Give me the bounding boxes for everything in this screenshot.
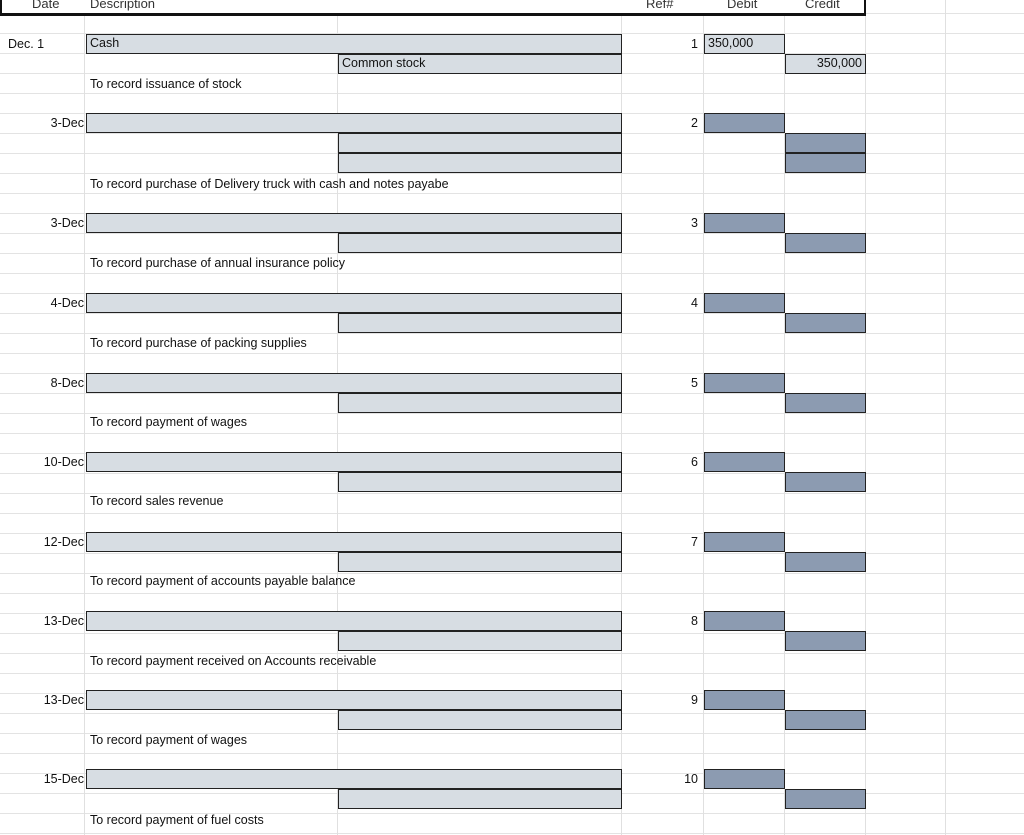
entry-2-date: 3-Dec xyxy=(50,116,84,130)
entry-8-debit-amount-input[interactable] xyxy=(704,611,785,631)
header-debit: Debit xyxy=(727,0,758,11)
entry-7-debit-amount-input[interactable] xyxy=(704,532,785,552)
entry-5-memo: To record payment of wages xyxy=(90,415,248,429)
entry-10-memo: To record payment of fuel costs xyxy=(90,813,264,827)
entry-1-credit-account-input[interactable]: Common stock xyxy=(338,54,622,74)
entry-8-credit-amount-input[interactable] xyxy=(785,631,866,651)
entry-2-memo: To record purchase of Delivery truck with cash and notes payabe xyxy=(90,177,449,191)
entry-9-debit-account-input[interactable] xyxy=(86,690,622,710)
entry-6-debit-amount-input[interactable] xyxy=(704,452,785,472)
entry-10-credit-account-input[interactable] xyxy=(338,789,622,809)
entry-2-credit-account-1-input[interactable] xyxy=(338,133,622,153)
entry-4-debit-account-input[interactable] xyxy=(86,293,622,313)
entry-5-debit-amount-input[interactable] xyxy=(704,373,785,393)
entry-4-credit-amount-input[interactable] xyxy=(785,313,866,333)
entry-8-memo: To record payment received on Accounts receivable xyxy=(90,654,377,668)
entry-9-credit-amount-input[interactable] xyxy=(785,710,866,730)
entry-4-memo: To record purchase of packing supplies xyxy=(90,336,307,350)
entry-8-date: 13-Dec xyxy=(43,614,84,628)
entry-3-debit-account-input[interactable] xyxy=(86,213,622,233)
entry-1-ref: 1 xyxy=(691,37,698,51)
entry-10-date: 15-Dec xyxy=(43,772,84,786)
entry-2-debit-amount-input[interactable] xyxy=(704,113,785,133)
entry-3-credit-account-input[interactable] xyxy=(338,233,622,253)
entry-5-ref: 5 xyxy=(691,376,698,390)
entry-1-memo: To record issuance of stock xyxy=(90,77,242,91)
entry-3-ref: 3 xyxy=(691,216,698,230)
entry-10-credit-amount-input[interactable] xyxy=(785,789,866,809)
entry-6-date: 10-Dec xyxy=(43,455,84,469)
entry-2-credit-amount-1-input[interactable] xyxy=(785,133,866,153)
entry-7-credit-amount-input[interactable] xyxy=(785,552,866,572)
entry-4-date: 4-Dec xyxy=(50,296,84,310)
entry-4-ref: 4 xyxy=(691,296,698,310)
entry-6-debit-account-input[interactable] xyxy=(86,452,622,472)
entry-6-credit-account-input[interactable] xyxy=(338,472,622,492)
entry-1-debit-account-input[interactable]: Cash xyxy=(86,34,622,54)
header-description: Description xyxy=(90,0,156,11)
entry-9-date: 13-Dec xyxy=(43,693,84,707)
entry-1-credit-amount-input[interactable]: 350,000 xyxy=(785,54,866,74)
entry-2-debit-account-input[interactable] xyxy=(86,113,622,133)
entry-8-credit-account-input[interactable] xyxy=(338,631,622,651)
entry-3-memo: To record purchase of annual insurance policy xyxy=(90,256,346,270)
entry-1-debit-amount-input[interactable]: 350,000 xyxy=(704,34,785,54)
entry-6-memo: To record sales revenue xyxy=(90,494,224,508)
header-right-edge xyxy=(864,0,866,13)
entry-3-debit-amount-input[interactable] xyxy=(704,213,785,233)
entry-10-ref: 10 xyxy=(684,772,698,786)
header-left-edge xyxy=(0,0,2,13)
entry-5-credit-account-input[interactable] xyxy=(338,393,622,413)
entry-3-credit-amount-input[interactable] xyxy=(785,233,866,253)
header-ref: Ref# xyxy=(646,0,674,11)
entry-7-date: 12-Dec xyxy=(43,535,84,549)
entry-9-ref: 9 xyxy=(691,693,698,707)
entry-5-debit-account-input[interactable] xyxy=(86,373,622,393)
entry-10-debit-amount-input[interactable] xyxy=(704,769,785,789)
entry-3-date: 3-Dec xyxy=(50,216,84,230)
entry-5-date: 8-Dec xyxy=(50,376,84,390)
entry-9-memo: To record payment of wages xyxy=(90,733,248,747)
entry-8-ref: 8 xyxy=(691,614,698,628)
entry-7-credit-account-input[interactable] xyxy=(338,552,622,572)
entry-7-ref: 7 xyxy=(691,535,698,549)
entry-8-debit-account-input[interactable] xyxy=(86,611,622,631)
entry-6-ref: 6 xyxy=(691,455,698,469)
entry-1-date: Dec. 1 xyxy=(8,37,45,51)
entry-4-credit-account-input[interactable] xyxy=(338,313,622,333)
entry-5-credit-amount-input[interactable] xyxy=(785,393,866,413)
entry-2-credit-amount-2-input[interactable] xyxy=(785,153,866,173)
header-credit: Credit xyxy=(805,0,840,11)
header-date: Date xyxy=(32,0,60,11)
entry-6-credit-amount-input[interactable] xyxy=(785,472,866,492)
entry-2-credit-account-2-input[interactable] xyxy=(338,153,622,173)
entry-9-credit-account-input[interactable] xyxy=(338,710,622,730)
entry-7-debit-account-input[interactable] xyxy=(86,532,622,552)
header-row xyxy=(0,0,866,16)
entry-10-debit-account-input[interactable] xyxy=(86,769,622,789)
entry-2-ref: 2 xyxy=(691,116,698,130)
entry-7-memo: To record payment of accounts payable balance xyxy=(90,574,356,588)
entry-9-debit-amount-input[interactable] xyxy=(704,690,785,710)
entry-4-debit-amount-input[interactable] xyxy=(704,293,785,313)
